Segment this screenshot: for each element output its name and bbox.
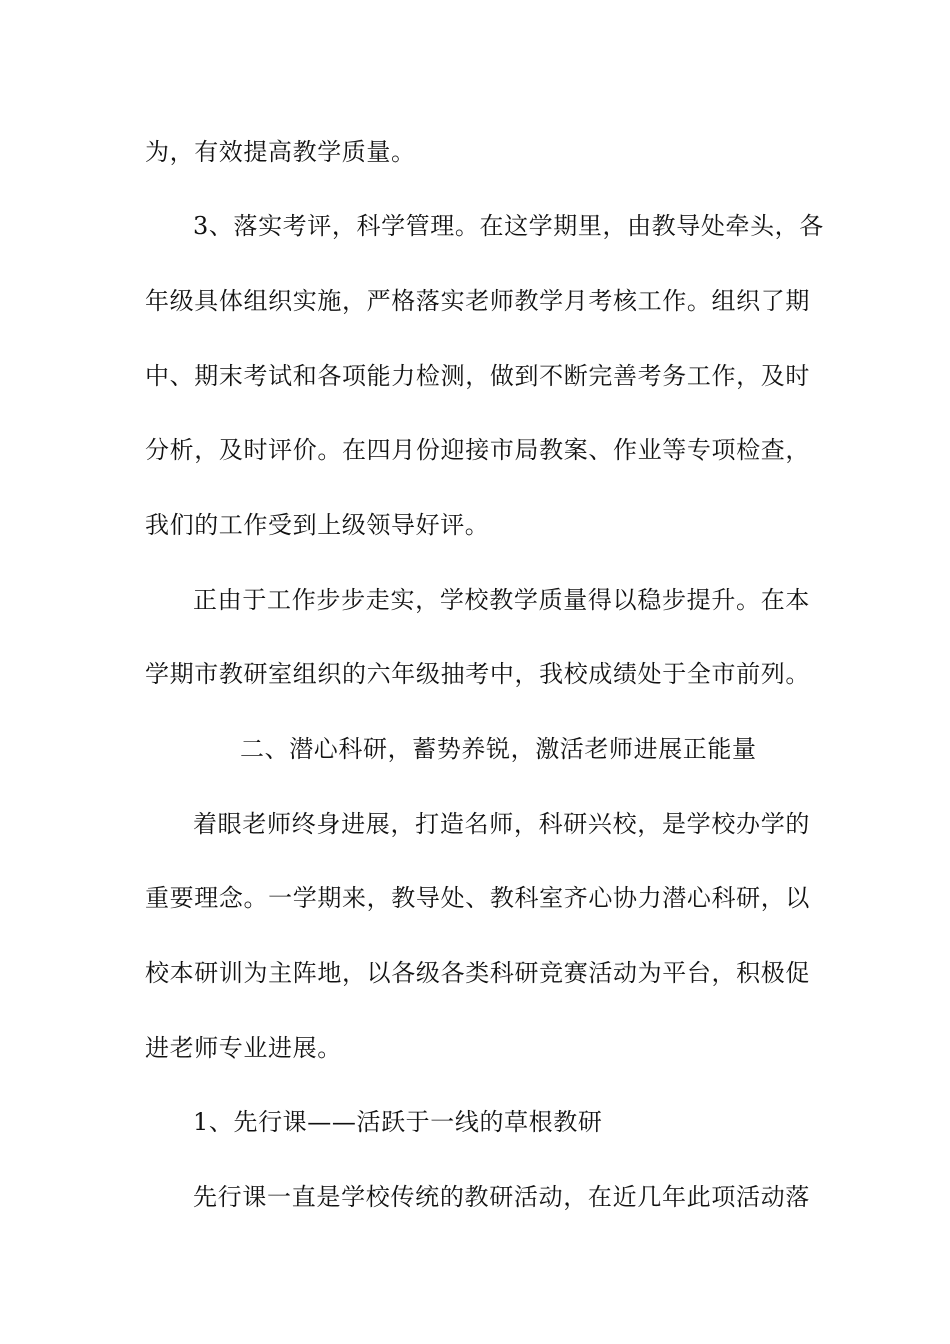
section-heading: 二、潜心科研，蓄势养锐，激活老师进展正能量 bbox=[240, 735, 757, 763]
paragraph-line: 为，有效提高教学质量。 bbox=[145, 138, 416, 166]
paragraph-line: 正由于工作步步走实，学校教学质量得以稳步提升。在本 bbox=[193, 586, 810, 614]
paragraph-line: 学期市教研室组织的六年级抽考中，我校成绩处于全市前列。 bbox=[145, 660, 810, 688]
paragraph-line: 我们的工作受到上级领导好评。 bbox=[145, 511, 490, 539]
paragraph-line: 着眼老师终身进展，打造名师，科研兴校，是学校办学的 bbox=[193, 810, 810, 838]
paragraph-line: 进老师专业进展。 bbox=[145, 1034, 342, 1062]
paragraph-line: 校本研训为主阵地，以各级各类科研竞赛活动为平台，积极促 bbox=[145, 959, 810, 987]
paragraph-line: 先行课一直是学校传统的教研活动，在近几年此项活动落 bbox=[193, 1183, 810, 1211]
paragraph-line: 3、落实考评，科学管理。在这学期里，由教导处牵头，各 bbox=[193, 212, 824, 240]
subsection-heading: 1、先行课——活跃于一线的草根教研 bbox=[193, 1108, 603, 1136]
paragraph-line: 分析，及时评价。在四月份迎接市局教案、作业等专项检查， bbox=[145, 436, 810, 464]
paragraph-line: 中、期末考试和各项能力检测，做到不断完善考务工作，及时 bbox=[145, 362, 810, 390]
paragraph-line: 重要理念。一学期来，教导处、教科室齐心协力潜心科研，以 bbox=[145, 884, 810, 912]
paragraph-line: 年级具体组织实施，严格落实老师教学月考核工作。组织了期 bbox=[145, 287, 810, 315]
